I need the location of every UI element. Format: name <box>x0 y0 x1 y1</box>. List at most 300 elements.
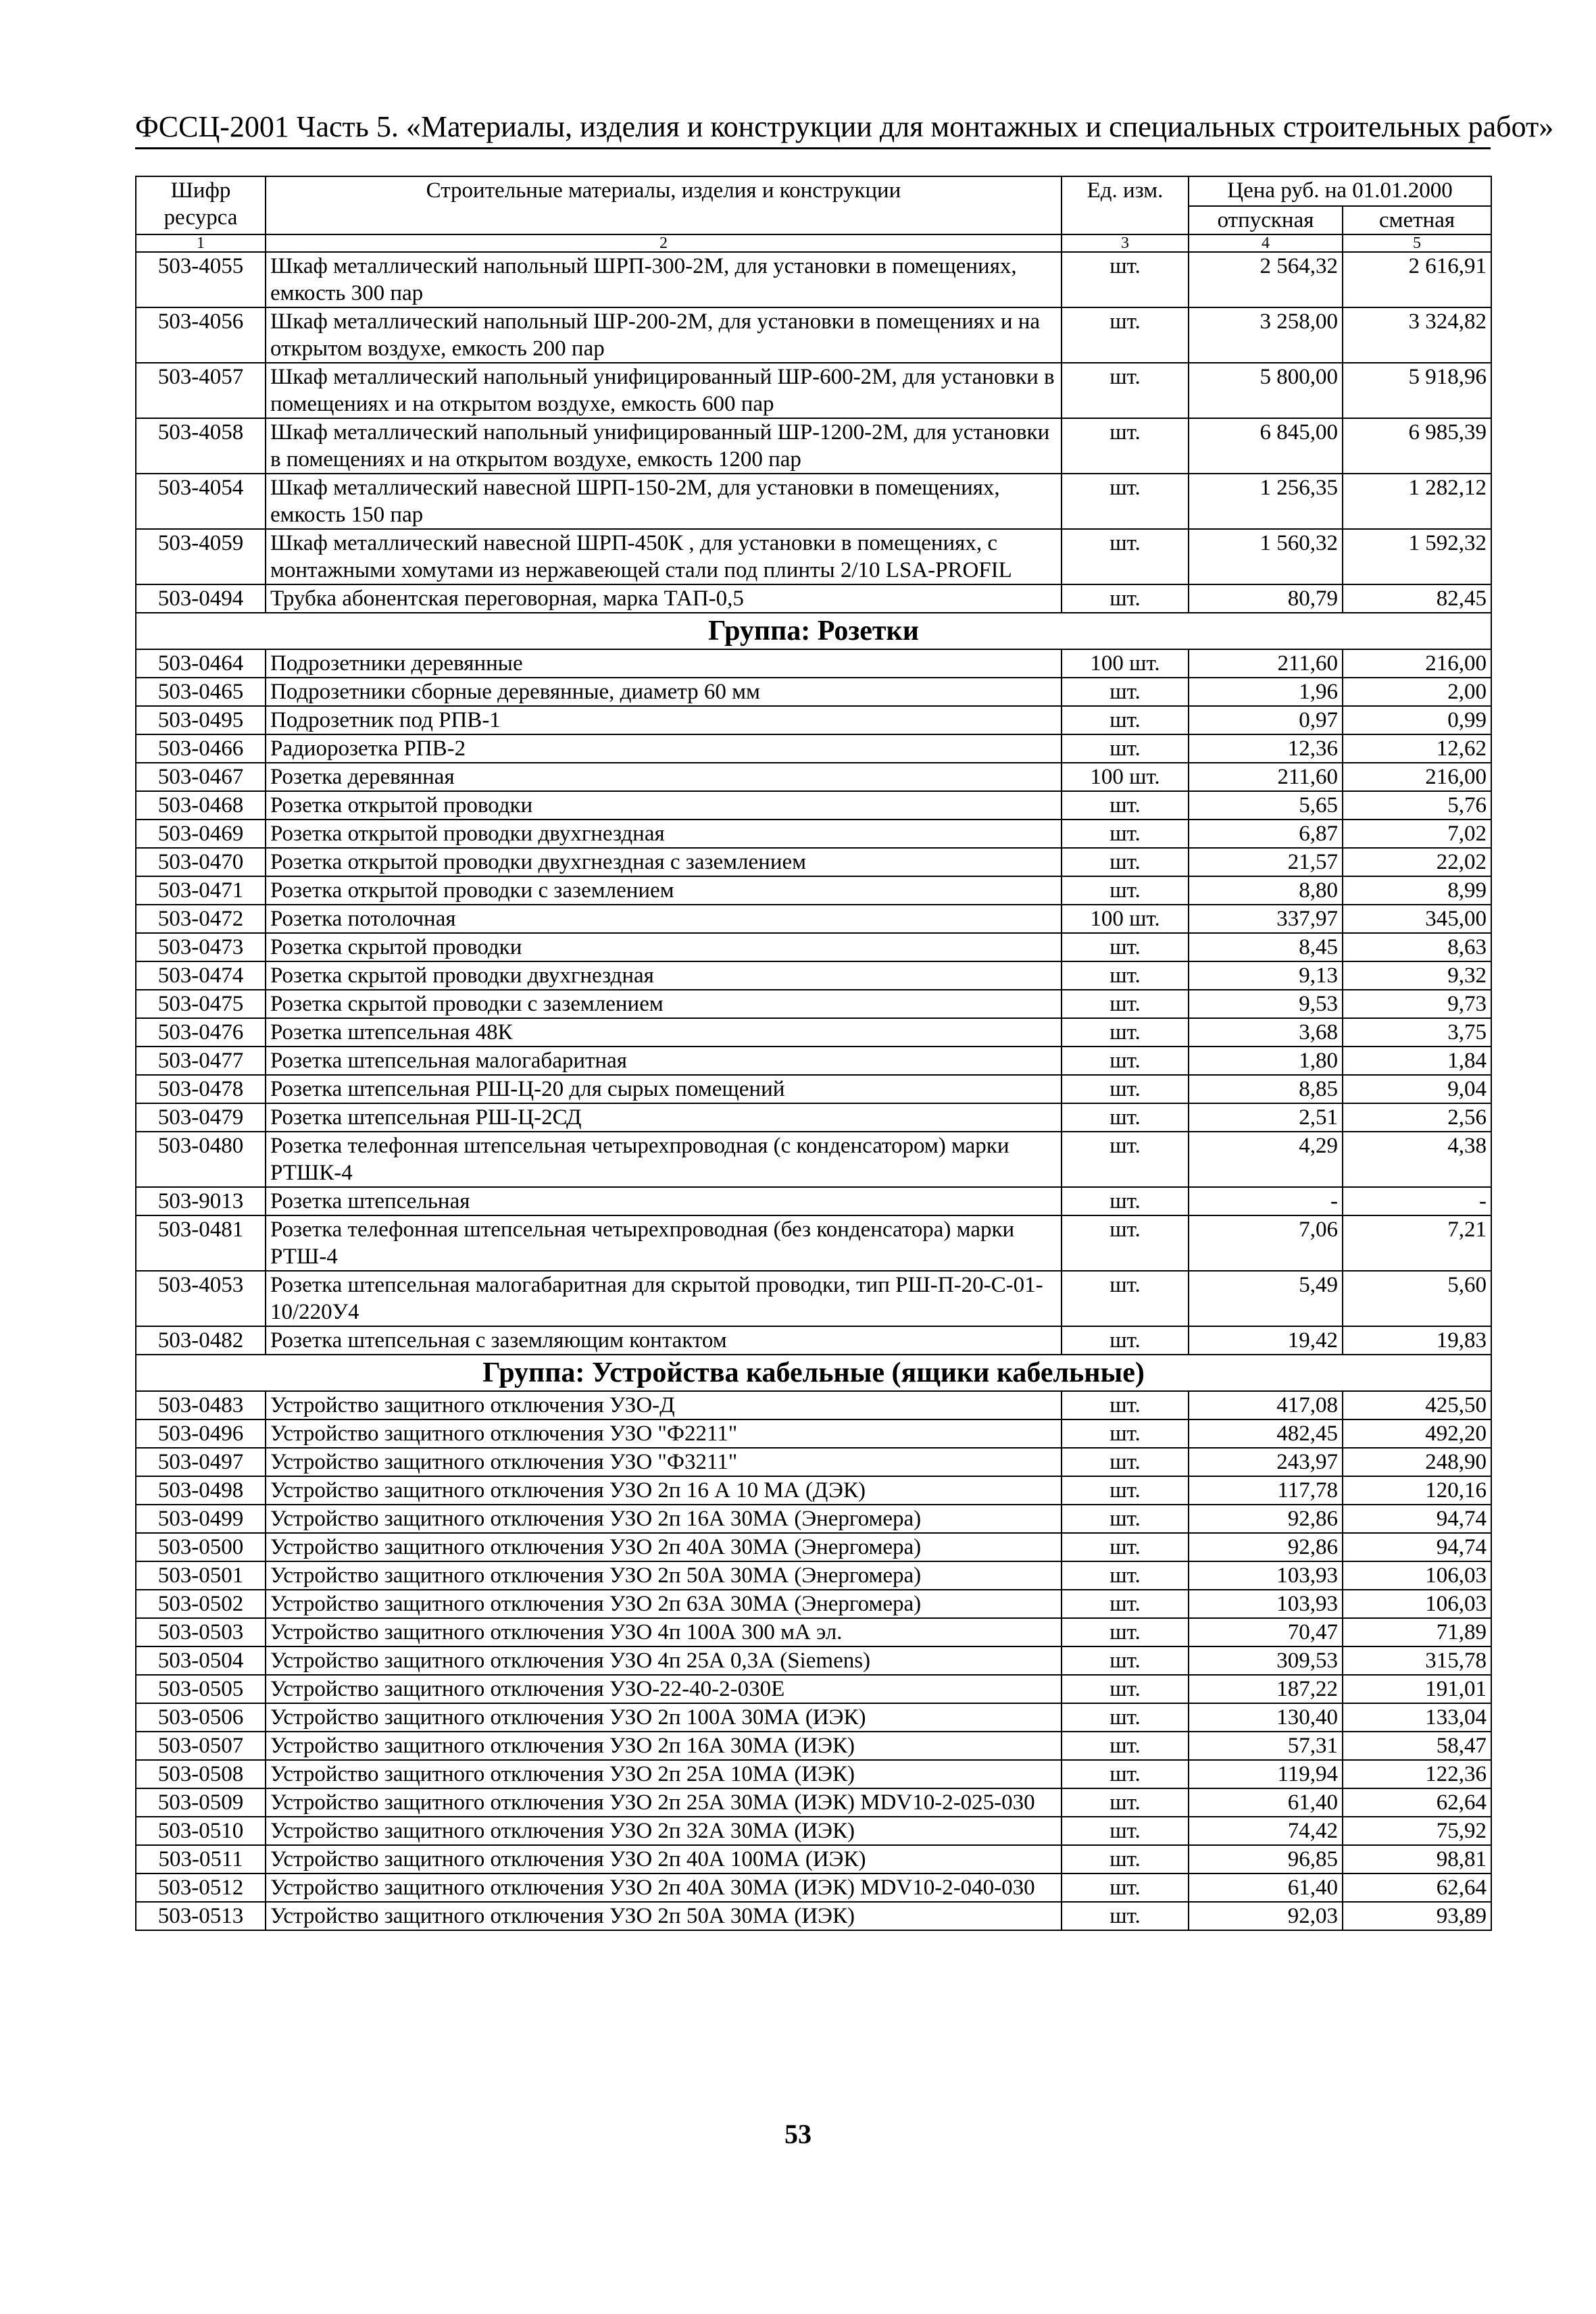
cell-code: 503-4058 <box>136 418 266 474</box>
cell-name: Устройство защитного отключения УЗО 2п 25А 10МА (ИЭК) <box>266 1760 1062 1788</box>
cell-code: 503-0477 <box>136 1047 266 1075</box>
table-body <box>136 252 1491 1930</box>
cell-release-price: 103,93 <box>1189 1561 1343 1590</box>
cell-name: Устройство защитного отключения УЗО 2п 16А 30МА (ИЭК) <box>266 1732 1062 1760</box>
table-row <box>136 1590 1491 1618</box>
cell-release-price: 8,45 <box>1189 933 1343 961</box>
table-row <box>136 252 1491 307</box>
page-header: ФССЦ-2001 Часть 5. «Материалы, изделия и конструкции для монтажных и специальных строительных работ» <box>135 108 1491 149</box>
table-row <box>136 1132 1491 1187</box>
cell-estimate-price: 216,00 <box>1343 763 1491 791</box>
group-header-row <box>136 1355 1491 1391</box>
cell-code: 503-4056 <box>136 307 266 363</box>
table-row <box>136 584 1491 613</box>
cell-unit: шт. <box>1062 1391 1189 1419</box>
cell-estimate-price: 62,64 <box>1343 1873 1491 1902</box>
cell-estimate-price: 2,00 <box>1343 678 1491 706</box>
cell-name: Розетка телефонная штепсельная четырехпроводная (с конденсатором) марки РТШК-4 <box>266 1132 1062 1187</box>
table-row <box>136 418 1491 474</box>
cell-release-price: 130,40 <box>1189 1703 1343 1732</box>
cell-code: 503-0470 <box>136 848 266 876</box>
cell-code: 503-0479 <box>136 1103 266 1132</box>
cell-code: 503-0467 <box>136 763 266 791</box>
cell-release-price: 3,68 <box>1189 1018 1343 1047</box>
cell-estimate-price: 315,78 <box>1343 1646 1491 1675</box>
cell-name: Устройство защитного отключения УЗО-22-40-2-030Е <box>266 1675 1062 1703</box>
cell-code: 503-0495 <box>136 706 266 734</box>
cell-release-price: 6,87 <box>1189 820 1343 848</box>
table-row <box>136 933 1491 961</box>
cell-name: Подрозетник под РПВ-1 <box>266 706 1062 734</box>
column-header-name: Строительные материалы, изделия и конструкции <box>266 176 1062 234</box>
table-row <box>136 876 1491 905</box>
cell-unit: 100 шт. <box>1062 905 1189 933</box>
cell-estimate-price: 3,75 <box>1343 1018 1491 1047</box>
cell-estimate-price: 5,76 <box>1343 791 1491 820</box>
cell-code: 503-0500 <box>136 1533 266 1561</box>
cell-estimate-price: 191,01 <box>1343 1675 1491 1703</box>
cell-unit: шт. <box>1062 678 1189 706</box>
cell-estimate-price: 1 592,32 <box>1343 529 1491 584</box>
cell-unit: шт. <box>1062 1845 1189 1873</box>
column-header-estimate-price: сметная <box>1343 206 1491 234</box>
cell-unit: шт. <box>1062 1132 1189 1187</box>
table-row <box>136 1448 1491 1476</box>
cell-unit: шт. <box>1062 1103 1189 1132</box>
cell-code: 503-0511 <box>136 1845 266 1873</box>
cell-estimate-price: 0,99 <box>1343 706 1491 734</box>
cell-name: Устройство защитного отключения УЗО "Ф2211" <box>266 1419 1062 1448</box>
column-number: 4 <box>1189 234 1343 252</box>
cell-code: 503-0474 <box>136 961 266 990</box>
cell-unit: шт. <box>1062 933 1189 961</box>
cell-unit: шт. <box>1062 1215 1189 1271</box>
cell-release-price: 9,13 <box>1189 961 1343 990</box>
table-row <box>136 1618 1491 1646</box>
cell-name: Устройство защитного отключения УЗО 2п 40А 30МА (Энергомера) <box>266 1533 1062 1561</box>
cell-code: 503-0504 <box>136 1646 266 1675</box>
page-number: 53 <box>784 2119 812 2149</box>
cell-estimate-price: 1,84 <box>1343 1047 1491 1075</box>
table-row <box>136 1326 1491 1355</box>
cell-estimate-price: 120,16 <box>1343 1476 1491 1505</box>
table-row <box>136 1533 1491 1561</box>
cell-release-price: 12,36 <box>1189 734 1343 763</box>
cell-release-price: 1,96 <box>1189 678 1343 706</box>
table-row <box>136 1646 1491 1675</box>
column-number: 3 <box>1062 234 1189 252</box>
table-row <box>136 1075 1491 1103</box>
cell-name: Розетка телефонная штепсельная четырехпроводная (без конденсатора) марки РТШ-4 <box>266 1215 1062 1271</box>
column-number: 2 <box>266 234 1062 252</box>
table-row <box>136 1561 1491 1590</box>
table-row <box>136 848 1491 876</box>
group-title: Группа: Розетки <box>136 613 1491 649</box>
cell-release-price: 57,31 <box>1189 1732 1343 1760</box>
cell-code: 503-0513 <box>136 1902 266 1930</box>
cell-estimate-price: 345,00 <box>1343 905 1491 933</box>
cell-name: Устройство защитного отключения УЗО 2п 40А 30МА (ИЭК) MDV10-2-040-030 <box>266 1873 1062 1902</box>
cell-estimate-price: 9,73 <box>1343 990 1491 1018</box>
cell-name: Розетка скрытой проводки двухгнездная <box>266 961 1062 990</box>
cell-release-price: 80,79 <box>1189 584 1343 613</box>
cell-code: 503-0503 <box>136 1618 266 1646</box>
cell-estimate-price: 6 985,39 <box>1343 418 1491 474</box>
group-title: Группа: Устройства кабельные (ящики кабельные) <box>136 1355 1491 1391</box>
cell-unit: шт. <box>1062 363 1189 418</box>
cell-release-price: 8,80 <box>1189 876 1343 905</box>
cell-code: 503-0510 <box>136 1817 266 1845</box>
cell-unit: шт. <box>1062 848 1189 876</box>
table-row <box>136 529 1491 584</box>
cell-unit: шт. <box>1062 474 1189 529</box>
cell-code: 503-0502 <box>136 1590 266 1618</box>
cell-code: 503-0472 <box>136 905 266 933</box>
cell-code: 503-4057 <box>136 363 266 418</box>
cell-name: Розетка открытой проводки с заземлением <box>266 876 1062 905</box>
table-row <box>136 791 1491 820</box>
cell-estimate-price: 4,38 <box>1343 1132 1491 1187</box>
table-row <box>136 1845 1491 1873</box>
cell-release-price: 243,97 <box>1189 1448 1343 1476</box>
cell-code: 503-0468 <box>136 791 266 820</box>
cell-unit: шт. <box>1062 734 1189 763</box>
cell-release-price: 61,40 <box>1189 1873 1343 1902</box>
group-header-row <box>136 613 1491 649</box>
cell-name: Розетка открытой проводки двухгнездная с заземлением <box>266 848 1062 876</box>
cell-release-price: 21,57 <box>1189 848 1343 876</box>
table-row <box>136 1419 1491 1448</box>
cell-code: 503-0471 <box>136 876 266 905</box>
cell-release-price: 5 800,00 <box>1189 363 1343 418</box>
cell-release-price: 19,42 <box>1189 1326 1343 1355</box>
cell-name: Подрозетники деревянные <box>266 649 1062 678</box>
cell-unit: шт. <box>1062 1703 1189 1732</box>
cell-release-price: 92,03 <box>1189 1902 1343 1930</box>
cell-unit: шт. <box>1062 1448 1189 1476</box>
cell-name: Розетка скрытой проводки <box>266 933 1062 961</box>
cell-release-price: 119,94 <box>1189 1760 1343 1788</box>
cell-release-price: 1,80 <box>1189 1047 1343 1075</box>
cell-release-price: 309,53 <box>1189 1646 1343 1675</box>
cell-estimate-price: 9,32 <box>1343 961 1491 990</box>
column-header-release-price: отпускная <box>1189 206 1343 234</box>
cell-unit: шт. <box>1062 1271 1189 1326</box>
cell-code: 503-0507 <box>136 1732 266 1760</box>
cell-unit: шт. <box>1062 529 1189 584</box>
cell-estimate-price: 7,02 <box>1343 820 1491 848</box>
cell-name: Трубка абонентская переговорная, марка ТАП-0,5 <box>266 584 1062 613</box>
cell-name: Устройство защитного отключения УЗО 2п 100А 30МА (ИЭК) <box>266 1703 1062 1732</box>
cell-unit: 100 шт. <box>1062 649 1189 678</box>
cell-name: Шкаф металлический навесной ШРП-150-2М, для установки в помещениях, емкость 150 пар <box>266 474 1062 529</box>
cell-estimate-price: 5,60 <box>1343 1271 1491 1326</box>
cell-code: 503-0496 <box>136 1419 266 1448</box>
cell-estimate-price: 216,00 <box>1343 649 1491 678</box>
cell-unit: шт. <box>1062 1902 1189 1930</box>
cell-estimate-price: 7,21 <box>1343 1215 1491 1271</box>
cell-code: 503-0512 <box>136 1873 266 1902</box>
cell-unit: шт. <box>1062 1760 1189 1788</box>
table-row <box>136 1902 1491 1930</box>
cell-estimate-price: 22,02 <box>1343 848 1491 876</box>
cell-name: Розетка потолочная <box>266 905 1062 933</box>
cell-release-price: 2,51 <box>1189 1103 1343 1132</box>
cell-name: Устройство защитного отключения УЗО 2п 16А 30МА (Энергомера) <box>266 1505 1062 1533</box>
table-row <box>136 1271 1491 1326</box>
cell-release-price: 187,22 <box>1189 1675 1343 1703</box>
column-header-unit: Ед. изм. <box>1062 176 1189 234</box>
cell-code: 503-0483 <box>136 1391 266 1419</box>
cell-code: 503-0464 <box>136 649 266 678</box>
cell-unit: шт. <box>1062 1326 1189 1355</box>
cell-estimate-price: 5 918,96 <box>1343 363 1491 418</box>
cell-unit: шт. <box>1062 876 1189 905</box>
cell-unit: шт. <box>1062 820 1189 848</box>
cell-release-price: 92,86 <box>1189 1533 1343 1561</box>
cell-name: Шкаф металлический навесной ШРП-450К , для установки в помещениях, с монтажными хомутами из нержавеющей стали под плинты 2/10 LSA-PROFIL <box>266 529 1062 584</box>
cell-code: 503-0506 <box>136 1703 266 1732</box>
table-row <box>136 307 1491 363</box>
cell-estimate-price: 8,99 <box>1343 876 1491 905</box>
cell-estimate-price: 94,74 <box>1343 1505 1491 1533</box>
cell-release-price: 6 845,00 <box>1189 418 1343 474</box>
table-row <box>136 1215 1491 1271</box>
cell-unit: шт. <box>1062 1618 1189 1646</box>
cell-unit: шт. <box>1062 1018 1189 1047</box>
cell-code: 503-0466 <box>136 734 266 763</box>
table-row <box>136 1788 1491 1817</box>
cell-estimate-price: 133,04 <box>1343 1703 1491 1732</box>
cell-code: 503-0473 <box>136 933 266 961</box>
cell-estimate-price: 94,74 <box>1343 1533 1491 1561</box>
cell-unit: шт. <box>1062 1476 1189 1505</box>
cell-estimate-price: 1 282,12 <box>1343 474 1491 529</box>
cell-code: 503-0497 <box>136 1448 266 1476</box>
cell-name: Розетка штепсельная <box>266 1187 1062 1215</box>
cell-estimate-price: 75,92 <box>1343 1817 1491 1845</box>
table-row <box>136 1675 1491 1703</box>
cell-name: Устройство защитного отключения УЗО 2п 50А 30МА (ИЭК) <box>266 1902 1062 1930</box>
table-row <box>136 1505 1491 1533</box>
cell-estimate-price: 19,83 <box>1343 1326 1491 1355</box>
table-row <box>136 363 1491 418</box>
cell-unit: шт. <box>1062 1873 1189 1902</box>
cell-estimate-price: 8,63 <box>1343 933 1491 961</box>
table-row <box>136 1047 1491 1075</box>
cell-name: Устройство защитного отключения УЗО-Д <box>266 1391 1062 1419</box>
table-row <box>136 649 1491 678</box>
cell-name: Устройство защитного отключения УЗО "Ф3211" <box>266 1448 1062 1476</box>
cell-name: Устройство защитного отключения УЗО 2п 16 А 10 МА (ДЭК) <box>266 1476 1062 1505</box>
cell-code: 503-4059 <box>136 529 266 584</box>
column-header-code: Шифр ресурса <box>136 176 266 234</box>
cell-release-price: 8,85 <box>1189 1075 1343 1103</box>
table-row <box>136 1187 1491 1215</box>
cell-name: Розетка штепсельная малогабаритная для скрытой проводки, тип РШ-П-20-С-01-10/220У4 <box>266 1271 1062 1326</box>
cell-name: Устройство защитного отключения УЗО 2п 25А 30МА (ИЭК) MDV10-2-025-030 <box>266 1788 1062 1817</box>
cell-unit: шт. <box>1062 1788 1189 1817</box>
cell-name: Радиорозетка РПВ-2 <box>266 734 1062 763</box>
cell-unit: шт. <box>1062 1561 1189 1590</box>
cell-estimate-price: 71,89 <box>1343 1618 1491 1646</box>
cell-unit: шт. <box>1062 791 1189 820</box>
table-row <box>136 474 1491 529</box>
cell-release-price: 211,60 <box>1189 649 1343 678</box>
cell-estimate-price: 248,90 <box>1343 1448 1491 1476</box>
cell-release-price: 417,08 <box>1189 1391 1343 1419</box>
cell-estimate-price: 492,20 <box>1343 1419 1491 1448</box>
table-row <box>136 990 1491 1018</box>
column-number: 5 <box>1343 234 1491 252</box>
cell-release-price: 5,49 <box>1189 1271 1343 1326</box>
cell-unit: шт. <box>1062 1075 1189 1103</box>
cell-release-price: 92,86 <box>1189 1505 1343 1533</box>
cell-name: Шкаф металлический напольный ШР-200-2М, для установки в помещениях и на открытом воздухе, емкость 200 пар <box>266 307 1062 363</box>
cell-name: Шкаф металлический напольный ШРП-300-2М, для установки в помещениях, емкость 300 пар <box>266 252 1062 307</box>
cell-unit: шт. <box>1062 584 1189 613</box>
cell-release-price: 211,60 <box>1189 763 1343 791</box>
cell-release-price: 96,85 <box>1189 1845 1343 1873</box>
cell-name: Розетка штепсельная с заземляющим контактом <box>266 1326 1062 1355</box>
cell-code: 503-0501 <box>136 1561 266 1590</box>
cell-estimate-price: 12,62 <box>1343 734 1491 763</box>
cell-release-price: 5,65 <box>1189 791 1343 820</box>
cell-unit: шт. <box>1062 1187 1189 1215</box>
cell-estimate-price: - <box>1343 1187 1491 1215</box>
cell-name: Розетка штепсельная РШ-Ц-2СД <box>266 1103 1062 1132</box>
cell-code: 503-4054 <box>136 474 266 529</box>
cell-unit: шт. <box>1062 706 1189 734</box>
cell-estimate-price: 82,45 <box>1343 584 1491 613</box>
cell-release-price: 1 256,35 <box>1189 474 1343 529</box>
cell-release-price: 2 564,32 <box>1189 252 1343 307</box>
table-row <box>136 905 1491 933</box>
cell-name: Устройство защитного отключения УЗО 2п 32А 30МА (ИЭК) <box>266 1817 1062 1845</box>
table-row <box>136 1018 1491 1047</box>
cell-name: Шкаф металлический напольный унифицированный ШР-1200-2М, для установки в помещениях и на открытом воздухе, емкость 1200 пар <box>266 418 1062 474</box>
cell-code: 503-0480 <box>136 1132 266 1187</box>
cell-code: 503-0476 <box>136 1018 266 1047</box>
cell-name: Розетка штепсельная РШ-Ц-20 для сырых помещений <box>266 1075 1062 1103</box>
table-row <box>136 734 1491 763</box>
cell-unit: шт. <box>1062 418 1189 474</box>
table-row <box>136 763 1491 791</box>
cell-release-price: 70,47 <box>1189 1618 1343 1646</box>
cell-name: Устройство защитного отключения УЗО 4п 100А 300 мА эл. <box>266 1618 1062 1646</box>
cell-code: 503-0505 <box>136 1675 266 1703</box>
cell-name: Подрозетники сборные деревянные, диаметр 60 мм <box>266 678 1062 706</box>
table-row <box>136 1703 1491 1732</box>
cell-name: Розетка скрытой проводки с заземлением <box>266 990 1062 1018</box>
cell-release-price: 1 560,32 <box>1189 529 1343 584</box>
cell-code: 503-0465 <box>136 678 266 706</box>
cell-code: 503-0469 <box>136 820 266 848</box>
cell-name: Устройство защитного отключения УЗО 2п 63А 30МА (Энергомера) <box>266 1590 1062 1618</box>
cell-release-price: 0,97 <box>1189 706 1343 734</box>
cell-code: 503-0508 <box>136 1760 266 1788</box>
cell-unit: шт. <box>1062 1505 1189 1533</box>
cell-estimate-price: 2 616,91 <box>1343 252 1491 307</box>
cell-estimate-price: 122,36 <box>1343 1760 1491 1788</box>
cell-release-price: 103,93 <box>1189 1590 1343 1618</box>
column-header-price: Цена руб. на 01.01.2000 <box>1189 176 1491 206</box>
cell-release-price: 61,40 <box>1189 1788 1343 1817</box>
cell-unit: шт. <box>1062 252 1189 307</box>
cell-unit: шт. <box>1062 1646 1189 1675</box>
cell-name: Розетка открытой проводки двухгнездная <box>266 820 1062 848</box>
table-row <box>136 678 1491 706</box>
cell-code: 503-0475 <box>136 990 266 1018</box>
cell-code: 503-0481 <box>136 1215 266 1271</box>
cell-name: Розетка штепсельная 48К <box>266 1018 1062 1047</box>
cell-estimate-price: 106,03 <box>1343 1590 1491 1618</box>
cell-release-price: 4,29 <box>1189 1132 1343 1187</box>
cell-estimate-price: 2,56 <box>1343 1103 1491 1132</box>
cell-unit: шт. <box>1062 1590 1189 1618</box>
table-row <box>136 1103 1491 1132</box>
table-row <box>136 1476 1491 1505</box>
cell-estimate-price: 98,81 <box>1343 1845 1491 1873</box>
cell-name: Шкаф металлический напольный унифицированный ШР-600-2М, для установки в помещениях и на открытом воздухе, емкость 600 пар <box>266 363 1062 418</box>
price-table <box>135 176 1492 1931</box>
cell-estimate-price: 62,64 <box>1343 1788 1491 1817</box>
cell-release-price: 7,06 <box>1189 1215 1343 1271</box>
cell-code: 503-0509 <box>136 1788 266 1817</box>
cell-unit: шт. <box>1062 1419 1189 1448</box>
cell-estimate-price: 425,50 <box>1343 1391 1491 1419</box>
cell-code: 503-9013 <box>136 1187 266 1215</box>
cell-release-price: 337,97 <box>1189 905 1343 933</box>
table-row <box>136 1873 1491 1902</box>
cell-name: Розетка штепсельная малогабаритная <box>266 1047 1062 1075</box>
table-row <box>136 961 1491 990</box>
cell-name: Устройство защитного отключения УЗО 2п 40А 100МА (ИЭК) <box>266 1845 1062 1873</box>
cell-unit: шт. <box>1062 1732 1189 1760</box>
cell-estimate-price: 58,47 <box>1343 1732 1491 1760</box>
cell-release-price: 3 258,00 <box>1189 307 1343 363</box>
cell-unit: шт. <box>1062 1047 1189 1075</box>
table-row <box>136 706 1491 734</box>
cell-estimate-price: 3 324,82 <box>1343 307 1491 363</box>
table-row <box>136 1732 1491 1760</box>
cell-release-price: 9,53 <box>1189 990 1343 1018</box>
column-number: 1 <box>136 234 266 252</box>
cell-unit: шт. <box>1062 1817 1189 1845</box>
cell-unit: шт. <box>1062 1675 1189 1703</box>
cell-release-price: - <box>1189 1187 1343 1215</box>
table-row <box>136 1391 1491 1419</box>
cell-estimate-price: 93,89 <box>1343 1902 1491 1930</box>
cell-code: 503-0494 <box>136 584 266 613</box>
table-row <box>136 1817 1491 1845</box>
cell-name: Розетка открытой проводки <box>266 791 1062 820</box>
cell-name: Устройство защитного отключения УЗО 4п 25А 0,3А (Siemens) <box>266 1646 1062 1675</box>
cell-name: Розетка деревянная <box>266 763 1062 791</box>
cell-estimate-price: 106,03 <box>1343 1561 1491 1590</box>
cell-code: 503-0482 <box>136 1326 266 1355</box>
cell-unit: шт. <box>1062 961 1189 990</box>
cell-code: 503-0499 <box>136 1505 266 1533</box>
cell-code: 503-0478 <box>136 1075 266 1103</box>
cell-unit: шт. <box>1062 990 1189 1018</box>
cell-code: 503-0498 <box>136 1476 266 1505</box>
cell-release-price: 74,42 <box>1189 1817 1343 1845</box>
cell-code: 503-4053 <box>136 1271 266 1326</box>
table-row <box>136 820 1491 848</box>
cell-unit: шт. <box>1062 307 1189 363</box>
cell-unit: шт. <box>1062 1533 1189 1561</box>
